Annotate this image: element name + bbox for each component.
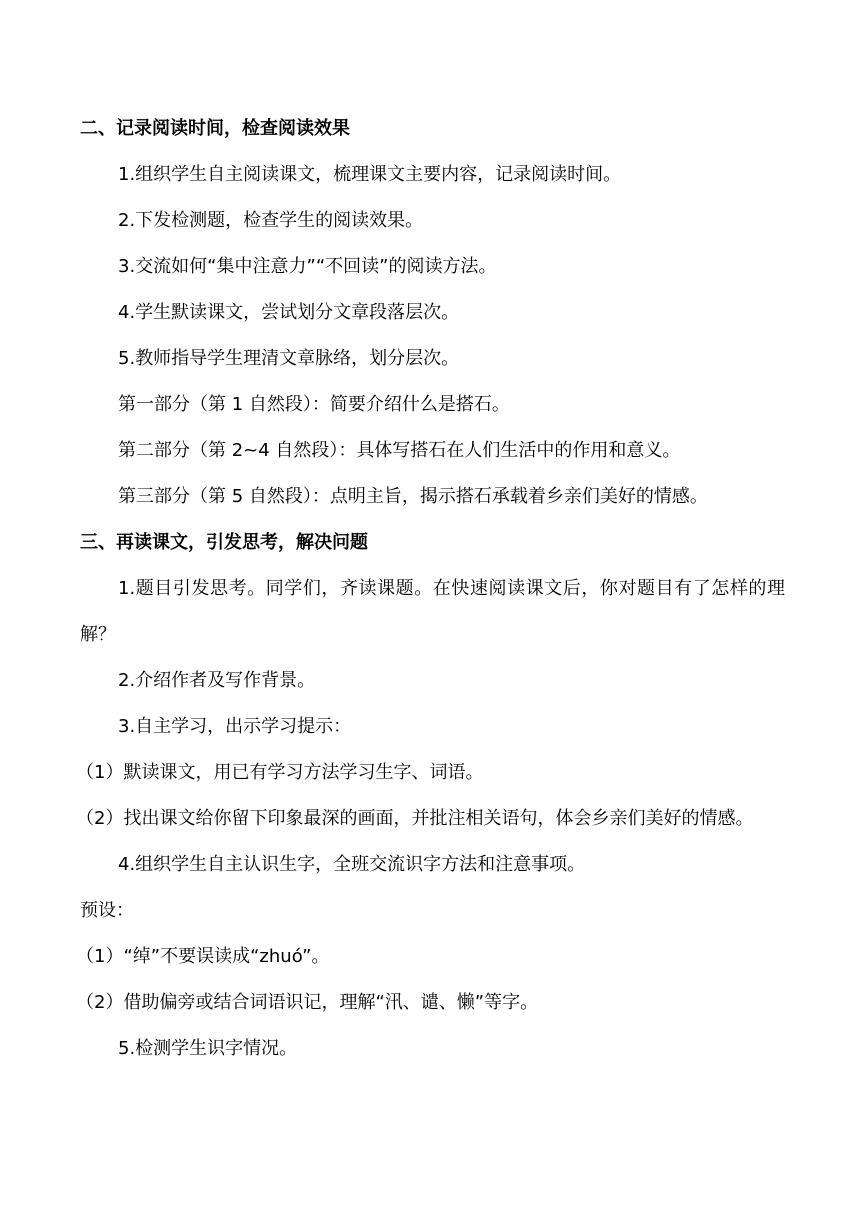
section2-item-2: 2.下发检测题，检查学生的阅读效果。 xyxy=(118,210,424,231)
section3-item-5: 5.检测学生识字情况。 xyxy=(118,1038,298,1059)
study-hint-1: （1）默读课文，用已有学习方法学习生字、词语。 xyxy=(76,762,484,783)
preset-1: （1）“绰”不要误读成“zhuó”。 xyxy=(76,946,330,967)
section-heading-3: 三、再读课文，引发思考，解决问题 xyxy=(80,532,368,553)
section2-item-5: 5.教师指导学生理清文章脉络，划分层次。 xyxy=(118,348,460,369)
study-hint-2: （2）找出课文给你留下印象最深的画面，并批注相关语句，体会乡亲们美好的情感。 xyxy=(76,808,754,829)
part-2: 第二部分（第 2~4 自然段）：具体写搭石在人们生活中的作用和意义。 xyxy=(118,440,681,461)
preset-label: 预设： xyxy=(80,900,134,921)
section-heading-2: 二、记录阅读时间，检查阅读效果 xyxy=(80,118,350,139)
preset-2: （2）借助偏旁或结合词语识记，理解“汛、谴、懒”等字。 xyxy=(76,992,539,1013)
section2-item-3: 3.交流如何“集中注意力”“不回读”的阅读方法。 xyxy=(118,256,497,277)
section3-item-1: 1.题目引发思考。同学们，齐读课题。在快速阅读课文后，你对题目有了怎样的理解？ xyxy=(80,578,785,645)
part-1: 第一部分（第 1 自然段）：简要介绍什么是搭石。 xyxy=(118,394,510,415)
section2-item-1: 1.组织学生自主阅读课文，梳理课文主要内容，记录阅读时间。 xyxy=(118,164,622,185)
part-3: 第三部分（第 5 自然段）：点明主旨，揭示搭石承载着乡亲们美好的情感。 xyxy=(118,486,708,507)
section3-item-3: 3.自主学习，出示学习提示： xyxy=(118,716,352,737)
section3-item-2: 2.介绍作者及写作背景。 xyxy=(118,670,316,691)
document-body xyxy=(76,106,785,1072)
section2-item-4: 4.学生默读课文，尝试划分文章段落层次。 xyxy=(118,302,460,323)
section3-item-4: 4.组织学生自主认识生字，全班交流识字方法和注意事项。 xyxy=(118,854,586,875)
